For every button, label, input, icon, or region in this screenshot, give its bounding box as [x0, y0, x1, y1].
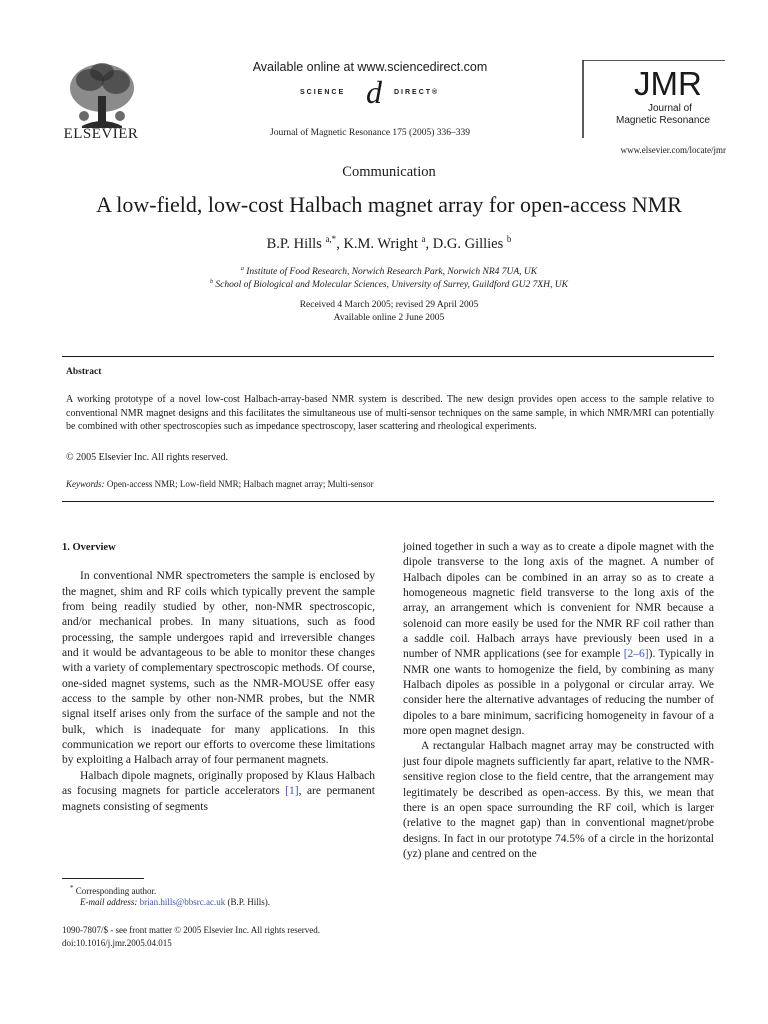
- jmr-logo-title: JMR: [634, 65, 702, 102]
- available-online-text: Available online at www.sciencedirect.com: [252, 60, 488, 74]
- affiliation-b: [0, 279, 768, 290]
- footnote-divider: [62, 878, 144, 879]
- keywords-list: Open-access NMR; Low-field NMR; Halbach magnet array; Multi-sensor: [104, 479, 374, 489]
- footnote-text: Corresponding author.: [73, 886, 157, 896]
- author-sup: b: [506, 234, 512, 244]
- keywords-label: Keywords:: [66, 479, 105, 489]
- abstract-heading: Abstract: [66, 367, 102, 377]
- author-sup: a,*: [325, 234, 337, 244]
- section-heading: 1. Overview: [62, 542, 116, 553]
- body-paragraph: [62, 769, 375, 815]
- journal-citation: Journal of Magnetic Resonance 175 (2005) 336–339: [270, 128, 470, 138]
- email-link[interactable]: brian.hills@bbsrc.ac.uk: [139, 897, 226, 907]
- author-text: , K.M. Wright: [336, 235, 422, 252]
- front-matter: 1090-7807/$ - see front matter © 2005 Elsevier Inc. All rights reserved.: [62, 925, 321, 935]
- keywords-line: [66, 479, 374, 489]
- author-sup: a: [421, 234, 426, 244]
- article-type: Communication: [342, 164, 436, 180]
- article-title: A low-field, low-cost Halbach magnet array for open-access NMR: [96, 192, 682, 217]
- abstract-copyright: © 2005 Elsevier Inc. All rights reserved.: [66, 452, 229, 463]
- paragraph-text: ). Typically in NMR one wants to homogenize the field, by combining as many Halbach dipoles as possible in a polygonal or circular array. We consider here the alternative advantages of reducing the number of dipoles to a bare minimum, sacrificing homogeneity in favour of a more open magnet design.: [403, 648, 714, 738]
- author-list: [0, 234, 768, 253]
- email-label: E-mail address:: [80, 897, 138, 907]
- paragraph-text: joined together in such a way as to create a dipole magnet with the dipole transverse to the long axis of the magnet. A number of Halbach dipoles can be combined in an array so as to create a homogeneous magnetic field transverse to the long axis of the array, an arrangement which is convenient for NMR because a solenoid can more easily be used for the NMR RF coil rather than a saddle coil. Halbach arrays have previously been used in a number of NMR applications (see for example: [403, 541, 714, 661]
- author-text: B.P. Hills: [266, 235, 326, 252]
- received-dates: Received 4 March 2005; revised 29 April 2005: [299, 300, 479, 310]
- paragraph-text: , are permanent magnets consisting of segments: [62, 785, 375, 813]
- paragraph-text: Halbach dipole magnets, originally proposed by Klaus Halbach as focusing magnets for particle accelerators: [62, 769, 375, 798]
- body-column-left: [62, 540, 375, 815]
- affiliation-marker: a: [240, 266, 244, 272]
- journal-url[interactable]: www.elsevier.com/locate/jmr: [620, 145, 726, 155]
- body-paragraph: A rectangular Halbach magnet array may be constructed with just four dipole magnets sufficiently far apart, relative to the NMR-sensitive region close to the field centre, that the arrangement may legitimately be described as open-access. By this, we mean that there is an open space surrounding the RF coil, which is larger (relative to the magnet gap) than in conventional magnet/probe designs. In fact in our prototype 74.5% of a circle in the horizontal (yz) plane and centred on the: [403, 740, 714, 860]
- affiliation-text: Institute of Food Research, Norwich Research Park, Norwich NR4 7UA, UK: [243, 267, 538, 278]
- abstract-body: A working prototype of a novel low-cost Halbach-array-based NMR system is described. The new design provides open access to the sample relative to conventional NMR magnet designs and this facilitates the simultaneous use of multi-sensor techniques on the same sample, in which NMR/MRI can potentially be combined with other spectroscopies such as impedance spectroscopy, laser scattering and rheological experiments.: [66, 394, 714, 432]
- doi[interactable]: doi:10.1016/j.jmr.2005.04.015: [62, 938, 172, 948]
- sciencedirect-logo-right: DIRECT®: [394, 89, 440, 96]
- reference-link[interactable]: [2–6]: [623, 648, 649, 661]
- divider-bottom: [62, 501, 714, 502]
- body-paragraph: [403, 540, 714, 739]
- jmr-logo-subtitle-1: Journal of: [648, 103, 692, 114]
- jmr-logo-subtitle-2: Magnetic Resonance: [616, 115, 710, 126]
- affiliation-a: [0, 266, 768, 277]
- footnote-marker: *: [70, 884, 74, 892]
- affiliation-text: School of Biological and Molecular Sciences, University of Surrey, Guildford GU2 7XH, UK: [213, 280, 568, 291]
- sciencedirect-logo-left: SCIENCE: [300, 89, 346, 96]
- publisher-name: ELSEVIER: [63, 126, 139, 142]
- body-paragraph: In conventional NMR spectrometers the sample is enclosed by the magnet, shim and RF coils which typically prevent the sample from being readily studied by other, non-NMR spectroscopic, and/or mechanical probes. In many situations, such as food processing, the sample undergoes rapid and irreversible changes and it would be advantageous to be able to monitor these changes with a variety of complementary spectroscopic methods. Of course, one-sided magnet systems, such as the NMR-MOUSE offer easy access to the sample by other non-NMR probes, but the NMR signal itself arises only from the surface of the sample and not the bulk, which is inadequate for many applications. In this communication we report our efforts to overcome these limitations by exploiting a Halbach array of four permanent magnets.: [62, 570, 375, 767]
- reference-link[interactable]: [1]: [285, 785, 299, 798]
- footnote-email: [80, 897, 270, 907]
- online-date: Available online 2 June 2005: [333, 313, 445, 323]
- email-suffix: (B.P. Hills).: [225, 897, 270, 907]
- divider-top: [62, 356, 714, 357]
- body-column-right: [403, 540, 714, 862]
- affiliation-marker: b: [210, 279, 214, 285]
- author-text: , D.G. Gillies: [425, 235, 507, 252]
- footnote-corresponding: [70, 884, 156, 896]
- sciencedirect-at-icon: d: [366, 74, 382, 110]
